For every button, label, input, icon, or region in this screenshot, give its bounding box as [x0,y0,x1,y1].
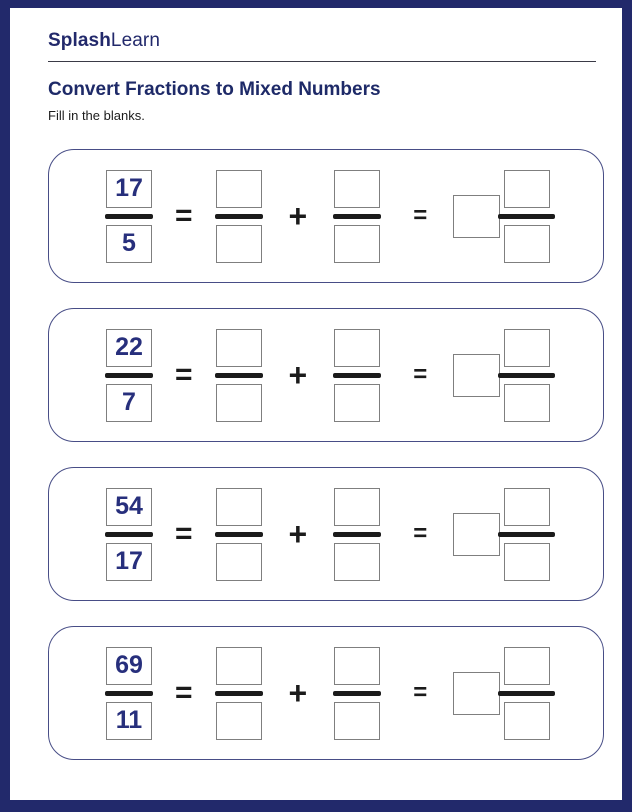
fraction-bar [333,214,381,219]
plus-sign: + [288,675,308,711]
equals-sign: = [175,517,193,550]
addend2-fraction [333,647,381,740]
given-denominator: 17 [106,543,152,581]
mixed-denominator-box[interactable] [504,702,550,740]
page-title: Convert Fractions to Mixed Numbers [48,79,381,100]
addend2-fraction [333,170,381,263]
mixed-fraction [498,329,555,422]
fraction-bar [105,691,153,696]
problems-list [48,149,594,760]
addend2-denominator-box[interactable] [334,384,380,422]
addend2-numerator-box[interactable] [334,170,380,208]
equals-sign: = [175,199,193,232]
mixed-number-answer [453,488,555,581]
given-fraction [105,647,153,740]
addend1-denominator-box[interactable] [216,225,262,263]
given-fraction [105,488,153,581]
fraction-bar [105,373,153,378]
addend1-numerator-box[interactable] [216,647,262,685]
plus-sign: + [288,198,308,234]
mixed-fraction [498,488,555,581]
addend2-fraction [333,488,381,581]
mixed-number-answer [453,329,555,422]
addend1-numerator-box[interactable] [216,488,262,526]
logo-text-splash: Splash [48,30,111,51]
fraction-bar [215,373,263,378]
addend1-numerator-box[interactable] [216,329,262,367]
mixed-denominator-box[interactable] [504,543,550,581]
addend2-fraction [333,329,381,422]
mixed-denominator-box[interactable] [504,225,550,263]
addend1-numerator-box[interactable] [216,170,262,208]
addend2-numerator-box[interactable] [334,488,380,526]
given-fraction [105,170,153,263]
mixed-number-answer [453,647,555,740]
addend2-denominator-box[interactable] [334,225,380,263]
fraction-bar [498,214,555,219]
plus-sign: + [288,516,308,552]
fraction-bar [333,532,381,537]
mixed-number-answer [453,170,555,263]
mixed-numerator-box[interactable] [504,488,550,526]
problem-card-2 [48,308,604,442]
fraction-bar [105,214,153,219]
fraction-bar [498,373,555,378]
addend2-denominator-box[interactable] [334,702,380,740]
problem-card-4 [48,626,604,760]
mixed-numerator-box[interactable] [504,647,550,685]
fraction-bar [105,532,153,537]
fraction-bar [215,691,263,696]
given-numerator: 69 [106,647,152,685]
fraction-bar [333,373,381,378]
equals-sign: = [413,202,428,229]
given-fraction [105,329,153,422]
fraction-bar [498,691,555,696]
addend1-denominator-box[interactable] [216,384,262,422]
addend2-denominator-box[interactable] [334,543,380,581]
logo-text-learn: Learn [110,30,161,51]
equals-sign: = [175,358,193,391]
equals-sign: = [413,361,428,388]
fraction-bar [215,532,263,537]
given-denominator: 7 [106,384,152,422]
equals-sign: = [175,676,193,709]
mixed-fraction [498,647,555,740]
given-numerator: 22 [106,329,152,367]
whole-number-box[interactable] [453,513,500,556]
problem-card-3 [48,467,604,601]
given-numerator: 54 [106,488,152,526]
fraction-bar [498,532,555,537]
addend1-denominator-box[interactable] [216,702,262,740]
mixed-numerator-box[interactable] [504,329,550,367]
given-denominator: 5 [106,225,152,263]
whole-number-box[interactable] [453,195,500,238]
addend1-fraction [215,170,263,263]
header-divider [48,61,596,62]
mixed-numerator-box[interactable] [504,170,550,208]
instructions-text: Fill in the blanks. [48,108,145,123]
problem-card-1 [48,149,604,283]
addend1-fraction [215,647,263,740]
fraction-bar [333,691,381,696]
addend2-numerator-box[interactable] [334,329,380,367]
fraction-bar [215,214,263,219]
mixed-denominator-box[interactable] [504,384,550,422]
addend2-numerator-box[interactable] [334,647,380,685]
given-numerator: 17 [106,170,152,208]
splashlearn-logo [48,30,594,52]
equals-sign: = [413,679,428,706]
addend1-denominator-box[interactable] [216,543,262,581]
given-denominator: 11 [106,702,152,740]
mixed-fraction [498,170,555,263]
addend1-fraction [215,329,263,422]
plus-sign: + [288,357,308,393]
addend1-fraction [215,488,263,581]
equals-sign: = [413,520,428,547]
whole-number-box[interactable] [453,672,500,715]
whole-number-box[interactable] [453,354,500,397]
